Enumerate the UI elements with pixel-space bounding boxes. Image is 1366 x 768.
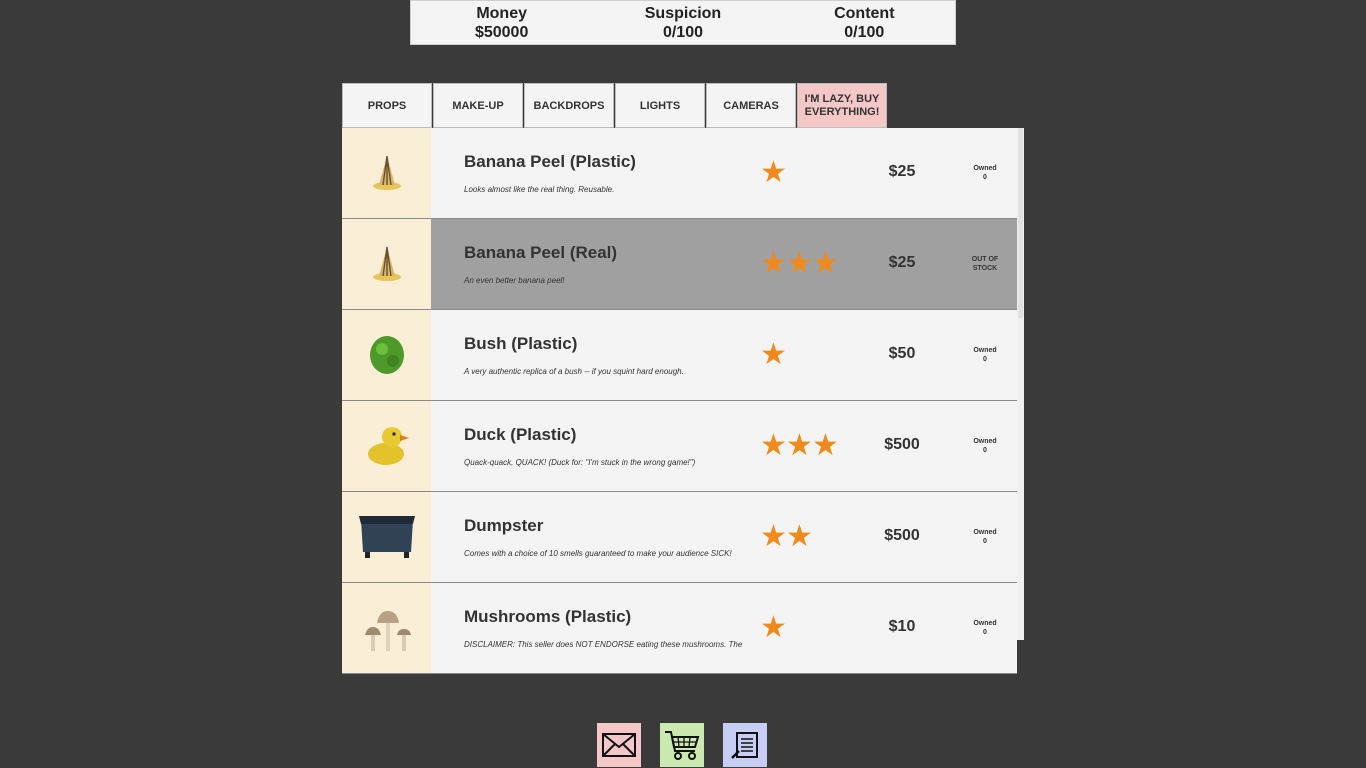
stat-label: Content [834,4,895,22]
item-rating [760,249,838,279]
owned-count: 0 [983,174,987,181]
mail-button[interactable] [597,723,641,767]
banana-peel-icon [367,244,407,284]
owned-label: Owned [973,620,997,627]
item-description: A very authentic replica of a bush -- if you squint hard enough. [464,367,684,376]
item-price: $50 [888,345,916,362]
duck-icon [364,424,410,468]
item-description: An even better banana peel! [464,276,565,285]
star-icon: ★ [812,247,839,280]
star-icon: ★ [812,429,839,462]
item-name: Banana Peel (Real) [464,243,618,262]
money-stat [427,4,577,42]
item-name: Bush (Plastic) [464,334,578,353]
shop-item[interactable] [342,310,1017,401]
owned-count: 0 [983,538,987,545]
owned-count: 0 [983,356,987,363]
star-icon: ★ [786,520,813,553]
bottom-toolbar [597,723,786,767]
notepad-icon [730,730,760,760]
item-thumbnail [342,401,431,491]
tab-backdrops[interactable]: BACKDROPS [524,83,614,128]
shop-tabs [342,83,888,128]
stats-bar [410,0,956,45]
item-name: Mushrooms (Plastic) [464,607,632,626]
item-rating [760,431,838,461]
dumpster-icon [357,512,417,562]
item-thumbnail [342,492,431,582]
shop-item[interactable] [342,583,1017,674]
item-price: $500 [884,527,920,544]
owned-label: Owned [973,347,997,354]
item-name: Duck (Plastic) [464,425,577,444]
star-icon: ★ [786,247,813,280]
item-name: Banana Peel (Plastic) [464,152,636,171]
item-stock-status: OUT OF STOCK [971,256,999,272]
item-owned [960,528,1010,546]
owned-count: 0 [983,447,987,454]
item-description: Looks almost like the real thing. Reusable. [464,185,615,194]
star-icon: ★ [760,338,787,371]
tab-props[interactable]: PROPS [342,83,432,128]
item-description: Quack-quack, QUACK! (Duck for: "I'm stuck in the wrong game!") [464,458,696,467]
owned-count: 0 [983,629,987,636]
banana-peel-icon [367,153,407,193]
shop-button[interactable] [660,723,704,767]
shop-item[interactable] [342,401,1017,492]
shop-item[interactable] [342,128,1017,219]
star-icon: ★ [760,429,787,462]
tab-cameras[interactable]: CAMERAS [706,83,796,128]
stat-value: $50000 [474,23,529,41]
star-icon: ★ [760,520,787,553]
shop-item-list [342,128,1024,649]
owned-label: Owned [973,438,997,445]
item-thumbnail [342,128,431,218]
envelope-icon [602,733,636,757]
item-rating [760,340,786,370]
suspicion-stat [608,4,758,42]
owned-label: Owned [973,165,997,172]
stat-value: 0/100 [844,23,885,41]
item-name: Dumpster [464,516,544,535]
item-price: $10 [888,618,916,635]
item-thumbnail [342,310,431,400]
item-price: $500 [884,436,920,453]
stat-label: Money [476,4,527,22]
item-rating [760,522,812,552]
item-price: $25 [888,254,916,271]
tab-make-up[interactable]: MAKE-UP [433,83,523,128]
shop-item[interactable] [342,219,1017,310]
star-icon: ★ [760,156,787,189]
star-icon: ★ [786,429,813,462]
stat-value: 0/100 [662,23,703,41]
owned-label: Owned [973,529,997,536]
buy-everything-button[interactable]: I'M LAZY, BUY EVERYTHING! [797,83,887,128]
content-stat [789,4,939,42]
bush-icon [367,333,407,377]
item-owned [960,437,1010,455]
item-owned [960,619,1010,637]
mushrooms-icon [359,603,415,653]
item-rating [760,158,786,188]
item-owned [960,346,1010,364]
item-description: DISCLAIMER: This seller does NOT ENDORSE eating these mushrooms. The [464,640,743,649]
tab-lights[interactable]: LIGHTS [615,83,705,128]
cart-icon [664,729,700,761]
item-thumbnail [342,583,431,673]
item-owned [960,164,1010,182]
item-thumbnail [342,219,431,309]
shop-item[interactable] [342,492,1017,583]
item-description: Comes with a choice of 10 smells guaranteed to make your audience SICK! [464,549,732,558]
scrollbar-thumb[interactable] [1018,128,1023,318]
star-icon: ★ [760,611,787,644]
stat-label: Suspicion [644,4,722,22]
item-price: $25 [888,163,916,180]
star-icon: ★ [760,247,787,280]
item-rating [760,613,786,643]
notes-button[interactable] [723,723,767,767]
